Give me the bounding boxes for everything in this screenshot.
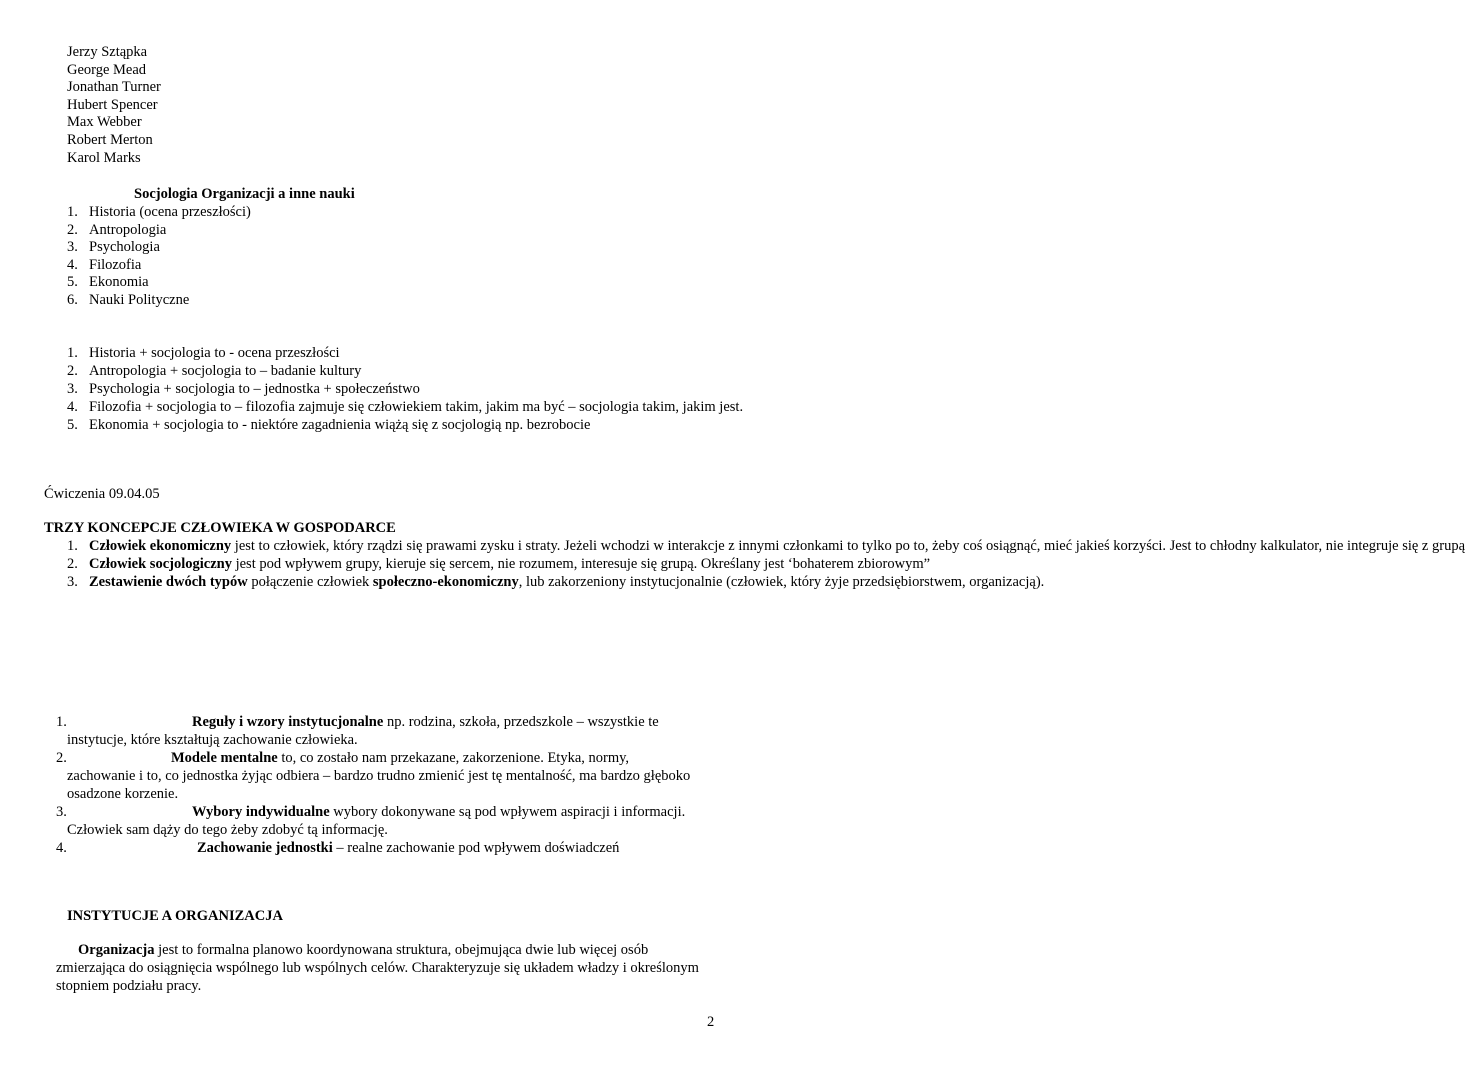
term-bold: społeczno-ekonomiczny (372, 574, 519, 590)
list-number: 4. (67, 256, 78, 273)
section-heading-sciences: Socjologia Organizacji a inne nauki (134, 186, 355, 202)
list-number: 6. (67, 291, 78, 308)
term-bold: Reguły i wzory instytucjonalne (192, 714, 384, 730)
list-text: jest pod wpływem grupy, kieruje się sercem, nie rozumem, interesuje się grupą. Określany jest ‘bohaterem zbiorowym” (231, 556, 931, 572)
list-number: 2. (67, 221, 78, 238)
list-item (67, 256, 251, 274)
list-number: 3. (67, 239, 78, 256)
list-item: 3. Wybory indywidualne wybory dokonywane są pod wpływem aspiracji i informacji. Człowiek sam dąży do tego żeby zdobyć tą informację. (56, 803, 726, 839)
section-heading-institutions: INSTYTUCJE A ORGANIZACJA (67, 908, 283, 924)
list-text-continued: Człowiek sam dąży do tego żeby zdobyć tą informację. (67, 822, 388, 838)
names-list (67, 43, 161, 166)
list-number: 2. (67, 556, 78, 572)
list-item (67, 344, 727, 362)
list-number: 3. (67, 574, 78, 590)
list-text: jest to człowiek, który rządzi się prawami zysku i straty. Jeżeli wchodzi w interakcje z innymi członkami to tylko po to, żeby coś osiągnąć, mieć jakieś korzyści. Jest to chłodny kalkulator, nie integruje się z grupą (231, 538, 1465, 554)
list-number: 1. (67, 538, 78, 554)
list-text: Antropologia + socjologia to – badanie kultury (89, 363, 362, 379)
list-text: wybory dokonywane są pod wpływem aspiracji i informacji. (329, 804, 686, 820)
list-item (67, 221, 251, 239)
list-number: 4. (67, 399, 78, 415)
name-item: Karol Marks (67, 149, 141, 166)
list-text: Nauki Polityczne (89, 291, 190, 308)
list-item (67, 273, 251, 291)
list-text: Psychologia + socjologia to – jednostka + społeczeństwo (89, 381, 420, 397)
list-text: Ekonomia (89, 274, 149, 291)
organization-paragraph (56, 941, 716, 995)
list-number: 5. (67, 274, 78, 291)
list-item (67, 291, 251, 309)
term-bold: Człowiek ekonomiczny (89, 538, 232, 554)
term-bold: Wybory indywidualne (192, 804, 330, 820)
name-item: George Mead (67, 61, 147, 78)
list-number: 2. (67, 363, 78, 379)
list-text: Psychologia (89, 239, 160, 256)
name-item: Robert Merton (67, 131, 153, 148)
list-item (67, 537, 1465, 555)
name-item: Hubert Spencer (67, 96, 158, 113)
page-number: 2 (707, 1014, 715, 1030)
list-item (67, 555, 931, 573)
list-number: 1. (67, 345, 78, 361)
name-item: Jerzy Sztąpka (67, 44, 148, 60)
list-number: 3. (67, 381, 78, 397)
list-item (67, 416, 727, 434)
list-item: 1. Reguły i wzory instytucjonalne np. rodzina, szkoła, przedszkole – wszystkie te instytucje, które kształtują zachowanie człowieka. (56, 713, 726, 749)
list-item (67, 380, 727, 398)
list-item (67, 238, 251, 256)
list-text: Historia + socjologia to - ocena przeszłości (89, 345, 340, 361)
institutional-factors-list (56, 713, 726, 857)
list-text: – realne zachowanie pod wpływem doświadczeń (332, 840, 620, 856)
exercise-date: Ćwiczenia 09.04.05 (44, 486, 160, 502)
paragraph-text: jest to formalna planowo koordynowana struktura, obejmująca dwie lub więcej osób zmierzająca do osiągnięcia wspólnego lub wspólnych celów. Charakteryzuje się układem władzy i określonym stopniem podziału pracy. (56, 942, 699, 994)
name-item: Max Webber (67, 114, 142, 131)
list-item (67, 398, 744, 416)
list-text: to, co zostało nam przekazane, zakorzenione. Etyka, normy, (277, 750, 630, 766)
list-text: Filozofia (89, 256, 142, 273)
list-number: 5. (67, 417, 78, 433)
term-bold: Modele mentalne (171, 750, 278, 766)
human-concepts-list (67, 537, 1465, 591)
list-item: 4. Zachowanie jednostki – realne zachowanie pod wpływem doświadczeń (56, 840, 620, 856)
term-bold: Człowiek socjologiczny (89, 556, 232, 572)
list-text: np. rodzina, szkoła, przedszkole – wszystkie te (383, 714, 659, 730)
term-bold: Zestawienie dwóch typów (89, 574, 248, 590)
list-item (67, 362, 727, 380)
list-text: połączenie człowiek (247, 574, 373, 590)
term-bold: Zachowanie jednostki (197, 840, 333, 856)
section-heading-concepts: TRZY KONCEPCJE CZŁOWIEKA W GOSPODARCE (44, 520, 396, 536)
sociology-combinations-list (67, 344, 744, 434)
list-text: Historia (ocena przeszłości) (89, 204, 251, 220)
term-bold: Organizacja (78, 942, 155, 958)
list-item (67, 203, 251, 221)
list-item: 2. Modele mentalne to, co zostało nam przekazane, zakorzenione. Etyka, normy, zachowanie i to, co jednostka żyjąc odbiera – bardzo trudno zmienić jest tę mentalność, ma bardzo głęboko osadzone korzenie. (56, 749, 726, 803)
list-item (67, 573, 1045, 591)
list-text-continued: instytucje, które kształtują zachowanie człowieka. (67, 732, 358, 748)
sciences-list (67, 203, 251, 309)
list-text: Filozofia + socjologia to – filozofia zajmuje się człowiekiem takim, jakim ma być – socjologia takim, jakim jest. (89, 399, 744, 415)
list-text: , lub zakorzeniony instytucjonalnie (człowiek, który żyje przedsiębiorstwem, organizacją). (518, 574, 1045, 590)
name-item: Jonathan Turner (67, 79, 161, 96)
list-text: Antropologia (89, 221, 167, 238)
list-text: Ekonomia + socjologia to - niektóre zagadnienia wiążą się z socjologią np. bezrobocie (89, 417, 591, 433)
list-number: 1. (67, 204, 78, 220)
list-text-continued: zachowanie i to, co jednostka żyjąc odbiera – bardzo trudno zmienić jest tę mentalność, ma bardzo głęboko osadzone korzenie. (67, 768, 691, 802)
